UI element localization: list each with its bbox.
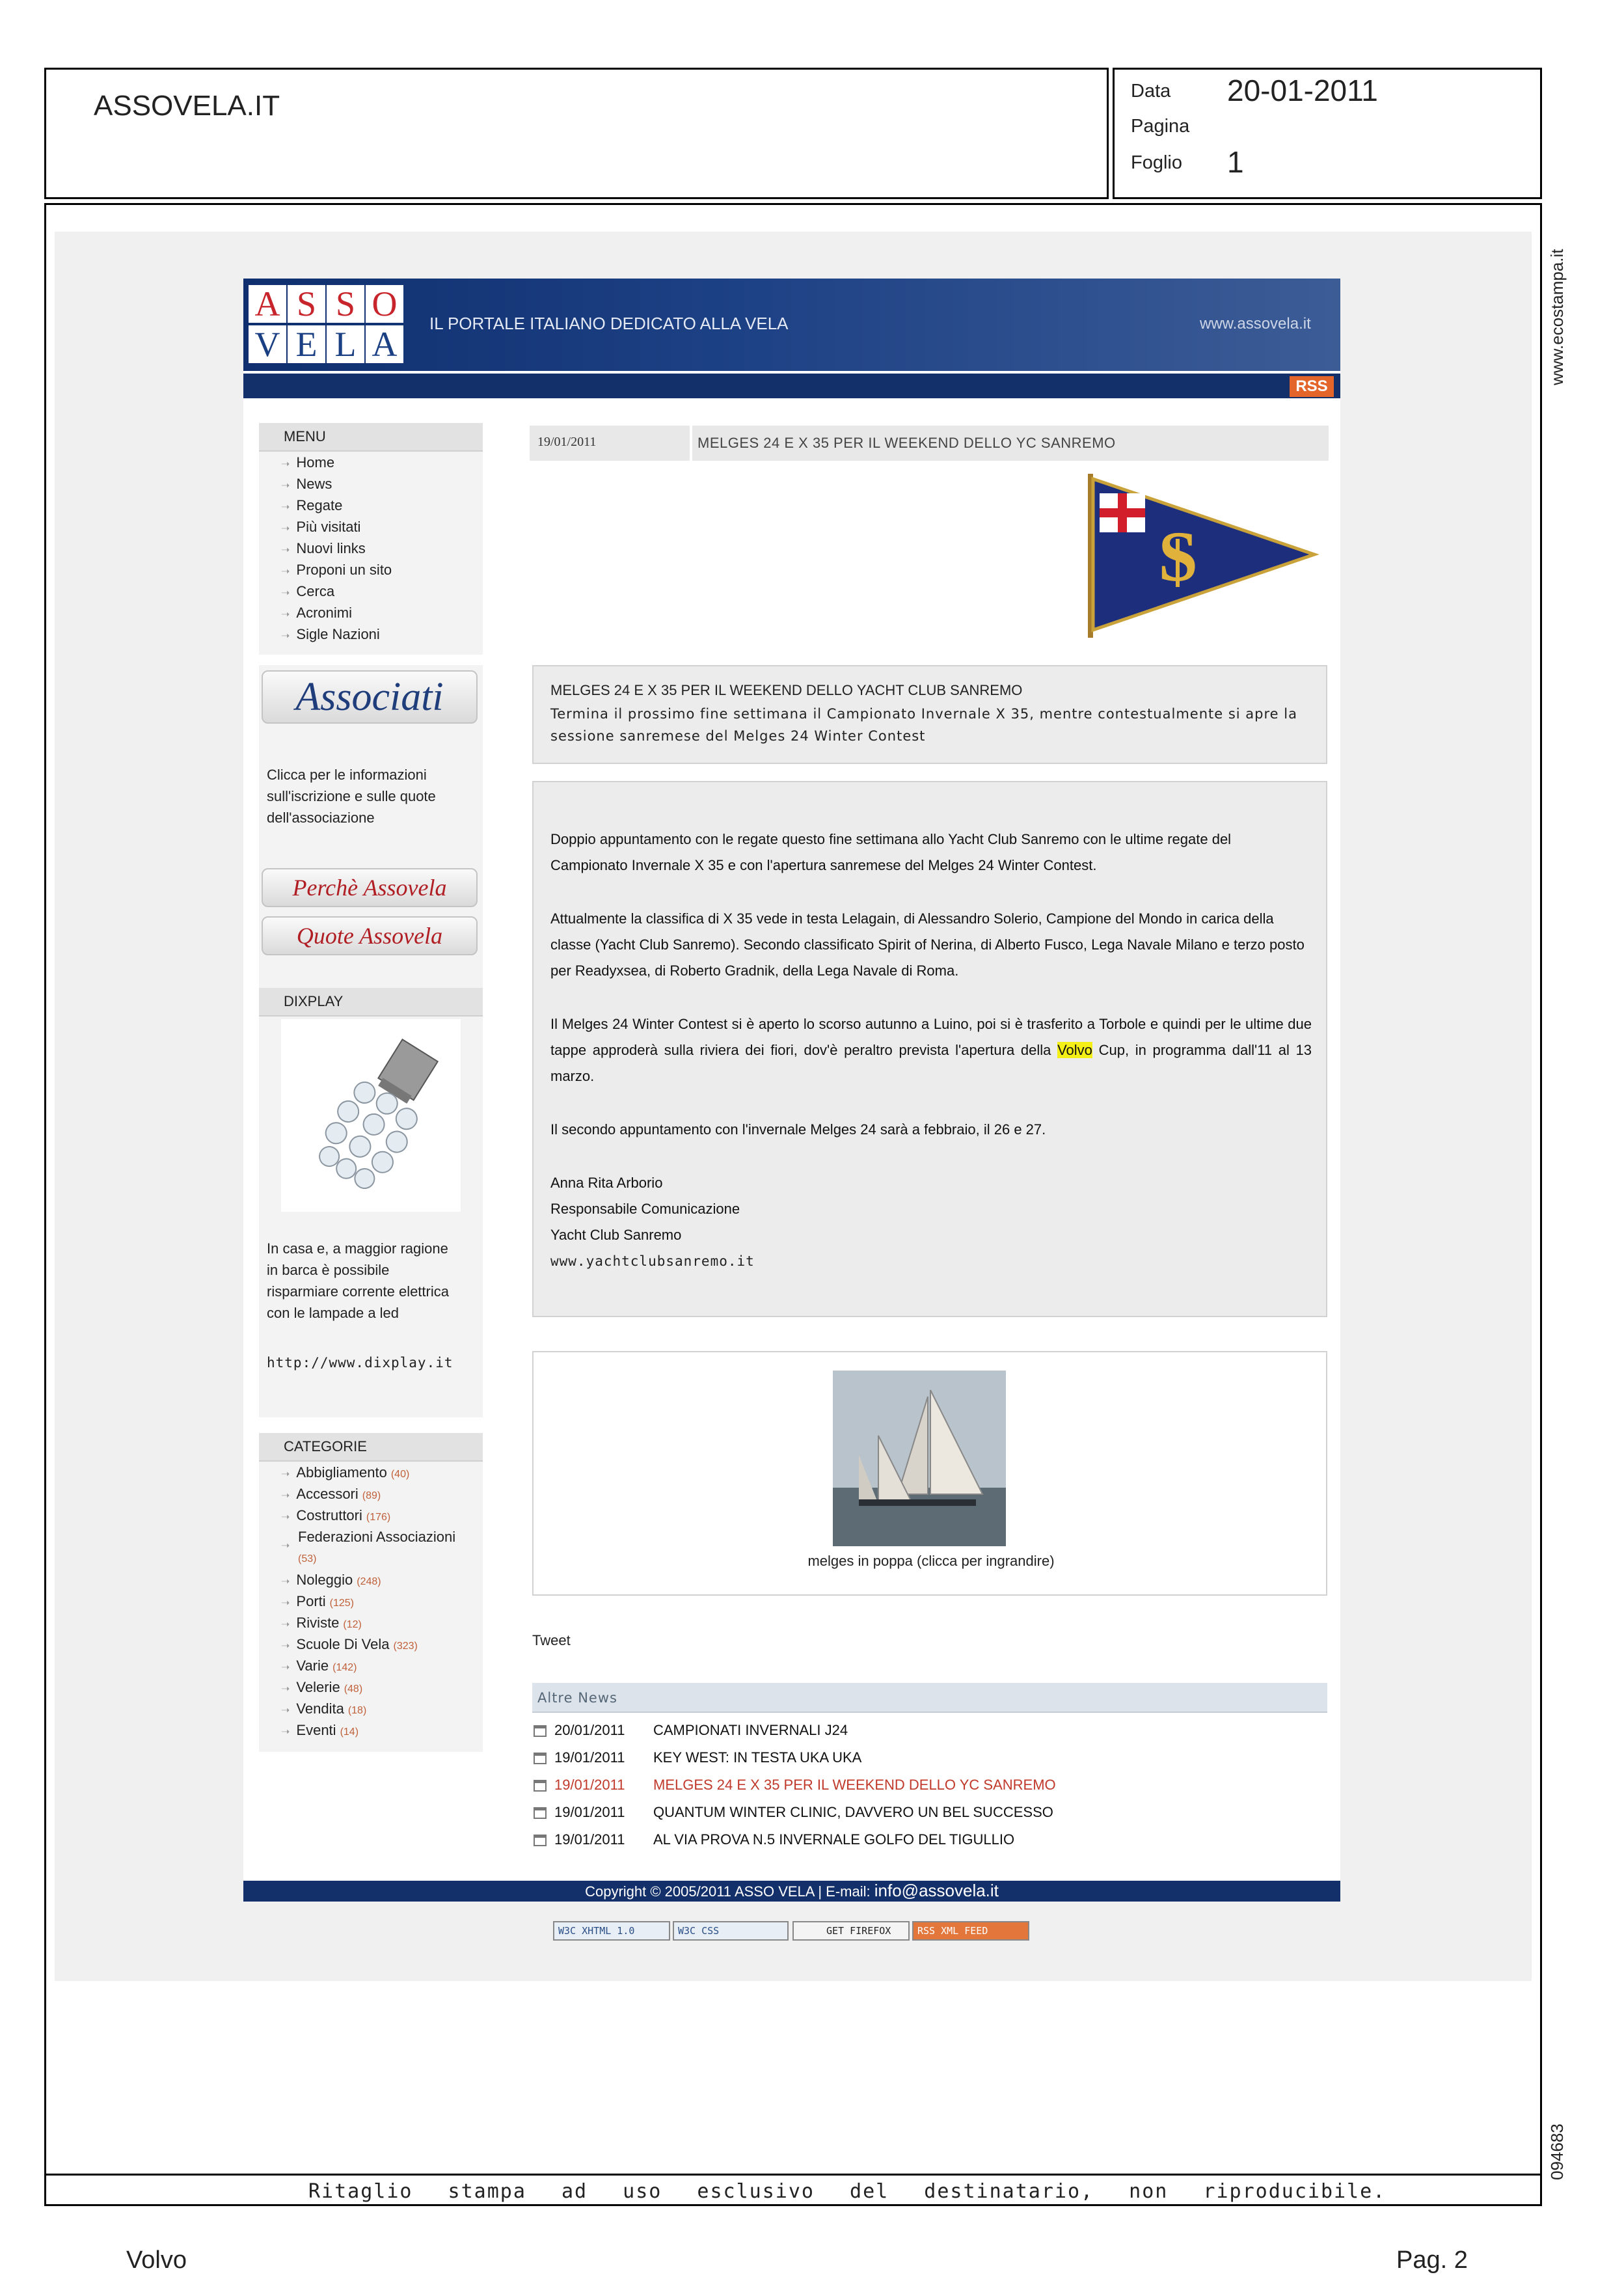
category-name: Velerie	[296, 1679, 340, 1695]
perche-assovela-button[interactable]: Perchè Assovela	[262, 868, 478, 907]
header-divider	[690, 426, 692, 461]
dixplay-text	[267, 1238, 481, 1324]
site-url[interactable]: www.assovela.it	[1200, 315, 1311, 333]
menu-item-label: Acronimi	[296, 605, 352, 621]
category-item[interactable]: ➝ Velerie (48)	[281, 1679, 363, 1695]
category-count: (248)	[357, 1576, 381, 1587]
news-date: 19/01/2011	[554, 1804, 625, 1820]
category-count: (142)	[332, 1662, 357, 1673]
category-count: (40)	[390, 1469, 410, 1480]
logo-letter: A	[366, 325, 403, 363]
news-item[interactable]	[534, 1831, 1014, 1848]
rss-button[interactable]: RSS	[1290, 376, 1334, 397]
signature-name: Anna Rita Arborio	[550, 1175, 663, 1191]
category-count: (323)	[393, 1641, 418, 1652]
led-bulb-icon	[281, 1019, 461, 1212]
category-item[interactable]: ➝ Abbigliamento (40)	[281, 1464, 410, 1481]
paragraph-text: Il Melges 24 Winter Contest si è aperto lo scorso autunno a Luino, poi si è trasferito a Torbole e quindi per le ultime due tappe approderà sulla riviera dei fiori, dov'è peraltro prevista l'apertura della	[550, 1016, 1312, 1058]
news-title: MELGES 24 E X 35 PER IL WEEKEND DELLO YC SANREMO	[653, 1777, 1056, 1793]
associati-panel	[259, 665, 483, 989]
news-date: 19/01/2011	[554, 1777, 625, 1793]
menu-panel	[259, 423, 483, 655]
calendar-icon	[534, 1807, 547, 1819]
news-date: 20/01/2011	[554, 1722, 625, 1738]
category-name: Porti	[296, 1593, 326, 1609]
copyright-text: Copyright © 2005/2011 ASSO VELA | E-mail:	[585, 1883, 871, 1900]
news-date: 19/01/2011	[554, 1749, 625, 1766]
article-date: 19/01/2011	[537, 435, 597, 449]
menu-title: MENU	[259, 423, 483, 452]
dixplay-line: In casa e, a maggior ragione	[267, 1240, 448, 1257]
categorie-title: CATEGORIE	[259, 1433, 483, 1462]
category-count: (18)	[347, 1705, 367, 1716]
photo-caption[interactable]: melges in poppa (clicca per ingrandire)	[807, 1553, 1055, 1569]
news-title: AL VIA PROVA N.5 INVERNALE GOLFO DEL TIGULLIO	[653, 1831, 1015, 1848]
menu-item-label: Home	[296, 454, 335, 471]
logo-letter: S	[288, 285, 325, 323]
menu-item-cerca[interactable]: ➝ Cerca	[281, 583, 335, 599]
site-banner	[243, 279, 1340, 371]
logo-letter: V	[249, 325, 286, 363]
category-name: Abbigliamento	[296, 1464, 387, 1481]
css-badge[interactable]: W3C CSS	[673, 1921, 789, 1941]
dixplay-link[interactable]: http://www.dixplay.it	[267, 1355, 453, 1371]
menu-item-label: Sigle Nazioni	[296, 626, 380, 642]
news-title: KEY WEST: IN TESTA UKA UKA	[653, 1749, 862, 1766]
news-item[interactable]	[534, 1722, 848, 1739]
data-value: 20-01-2011	[1227, 74, 1378, 107]
category-count: (53)	[298, 1553, 317, 1564]
news-date: 19/01/2011	[554, 1831, 625, 1848]
menu-item-news[interactable]: ➝ News	[281, 476, 332, 492]
source-box	[44, 68, 1109, 199]
footer-right: Pag. 2	[1396, 2246, 1468, 2274]
menu-item-home[interactable]: ➝ Home	[281, 454, 335, 471]
menu-item-regate[interactable]: ➝ Regate	[281, 497, 343, 513]
category-count: (176)	[366, 1512, 391, 1523]
category-name: Varie	[296, 1658, 329, 1674]
menu-item-piu-visitati[interactable]: ➝ Più visitati	[281, 519, 361, 535]
email-link[interactable]: info@assovela.it	[874, 1881, 999, 1900]
highlighted-keyword: Volvo	[1057, 1042, 1092, 1058]
associati-text	[267, 764, 475, 828]
footer-left: Volvo	[126, 2246, 187, 2274]
article-body	[532, 781, 1327, 1317]
lead-title: MELGES 24 E X 35 PER IL WEEKEND DELLO YACHT CLUB SANREMO	[550, 682, 1023, 698]
category-count: (48)	[344, 1684, 363, 1695]
category-item[interactable]: ➝ Vendita (18)	[281, 1700, 367, 1717]
quote-assovela-button[interactable]: Quote Assovela	[262, 916, 478, 955]
category-name: Federazioni Associazioni	[298, 1529, 456, 1545]
category-item[interactable]: ➝ Eventi (14)	[281, 1722, 359, 1738]
svg-text:S: S	[1158, 517, 1198, 596]
disclaimer-rule	[44, 2174, 1542, 2176]
article-header	[530, 426, 1329, 461]
article-paragraph	[550, 1011, 1312, 1089]
pagina-label: Pagina	[1131, 116, 1190, 137]
news-title: CAMPIONATI INVERNALI J24	[653, 1722, 848, 1738]
firefox-badge[interactable]: GET FIREFOX	[792, 1921, 910, 1941]
photo-box	[532, 1351, 1327, 1596]
menu-item-label: Proponi un sito	[296, 562, 392, 578]
menu-item-label: Regate	[296, 497, 343, 513]
calendar-icon	[534, 1725, 547, 1737]
side-code: 094683	[1547, 2123, 1567, 2180]
lead-text: Termina il prossimo fine settimana il Campionato Invernale X 35, mentre contestualmente si apre la sessione sanremese del Melges 24 Winter Contest	[550, 706, 1297, 744]
dixplay-line: con le lampade a led	[267, 1305, 399, 1321]
logo-letter: S	[327, 285, 364, 323]
category-count: (89)	[362, 1490, 381, 1501]
altre-news-title: Altre News	[532, 1683, 1327, 1713]
calendar-icon	[534, 1835, 547, 1846]
dixplay-line: risparmiare corrente elettrica	[267, 1283, 449, 1300]
category-name: Vendita	[296, 1700, 344, 1717]
site-tagline: IL PORTALE ITALIANO DEDICATO ALLA VELA	[429, 314, 789, 333]
logo-letter: E	[288, 325, 325, 363]
news-item[interactable]	[534, 1804, 1053, 1821]
category-count: (125)	[329, 1598, 355, 1609]
category-item[interactable]: ➝ Varie (142)	[281, 1658, 357, 1674]
calendar-icon	[534, 1780, 547, 1792]
category-count: (12)	[343, 1619, 362, 1630]
nav-strip	[243, 374, 1340, 398]
menu-item-sigle[interactable]: ➝ Sigle Nazioni	[281, 626, 380, 642]
news-item-current[interactable]	[534, 1777, 1056, 1794]
xhtml-badge[interactable]: W3C XHTML 1.0	[553, 1921, 670, 1941]
menu-item-proponi[interactable]: ➝ Proponi un sito	[281, 562, 392, 578]
menu-item-label: News	[296, 476, 332, 492]
category-item[interactable]: ➝ Porti (125)	[281, 1593, 355, 1609]
category-item[interactable]: ➝ Costruttori (176)	[281, 1507, 391, 1523]
logo-letter: A	[249, 285, 286, 323]
menu-item-label: Cerca	[296, 583, 335, 599]
lead-box	[532, 665, 1327, 764]
yacht-club-burgee-icon	[1080, 471, 1321, 640]
category-item[interactable]: ➝ Federazioni Associazioni (53)	[281, 1529, 456, 1564]
foglio-value: 1	[1227, 145, 1244, 179]
category-name: Costruttori	[296, 1507, 362, 1523]
categorie-panel	[259, 1433, 483, 1752]
associati-line: sull'iscrizione e sulle quote	[267, 788, 436, 804]
tweet-button[interactable]: Tweet	[532, 1632, 571, 1648]
side-url: www.ecostampa.it	[1547, 249, 1567, 385]
category-name: Scuole Di Vela	[296, 1636, 390, 1652]
news-item[interactable]	[534, 1749, 861, 1766]
foglio-label: Foglio	[1131, 152, 1182, 173]
dixplay-title: DIXPLAY	[259, 988, 483, 1017]
category-name: Eventi	[296, 1722, 336, 1738]
category-item[interactable]: ➝ Noleggio (248)	[281, 1572, 381, 1588]
signature-url[interactable]: www.yachtclubsanremo.it	[550, 1253, 755, 1269]
menu-item-label: Nuovi links	[296, 540, 366, 556]
category-item[interactable]: ➝ Accessori (89)	[281, 1486, 381, 1502]
article-title: MELGES 24 E X 35 PER IL WEEKEND DELLO YC SANREMO	[697, 435, 1116, 451]
menu-item-acronimi[interactable]: ➝ Acronimi	[281, 605, 352, 621]
category-count: (14)	[340, 1726, 359, 1738]
dixplay-line: in barca è possibile	[267, 1262, 390, 1278]
signature-role: Responsabile Comunicazione	[550, 1201, 740, 1217]
rss-feed-badge[interactable]: RSS XML FEED	[912, 1921, 1029, 1941]
signature-org: Yacht Club Sanremo	[550, 1227, 682, 1243]
logo-letter: L	[327, 325, 364, 363]
menu-item-nuovi-links[interactable]: ➝ Nuovi links	[281, 540, 366, 556]
logo-letter: O	[366, 285, 403, 323]
associati-line: Clicca per le informazioni	[267, 767, 427, 783]
associati-button[interactable]: Associati	[262, 670, 478, 724]
dixplay-panel	[259, 988, 483, 1417]
article-paragraph: Il secondo appuntamento con l'invernale Melges 24 sarà a febbraio, il 26 e 27.	[550, 1121, 1046, 1138]
paragraph-text: Cup, in programma dall'11 al 13 marzo.	[550, 1042, 1312, 1084]
category-name: Accessori	[296, 1486, 359, 1502]
category-name: Riviste	[296, 1615, 340, 1631]
sailboats-photo[interactable]	[833, 1371, 1006, 1546]
category-name: Noleggio	[296, 1572, 353, 1588]
source-name: ASSOVELA.IT	[94, 90, 280, 122]
menu-item-label: Più visitati	[296, 519, 361, 535]
news-title: QUANTUM WINTER CLINIC, DAVVERO UN BEL SUCCESSO	[653, 1804, 1053, 1820]
data-label: Data	[1131, 81, 1171, 102]
site-copyright	[243, 1881, 1340, 1902]
calendar-icon	[534, 1753, 547, 1764]
disclaimer: Ritaglio stampa ad uso esclusivo del destinatario, non riproducibile.	[308, 2180, 1387, 2203]
category-item[interactable]: ➝ Riviste (12)	[281, 1615, 362, 1631]
article-paragraph: Doppio appuntamento con le regate questo fine settimana allo Yacht Club Sanremo con le ultime regate del Campionato Invernale X 35 e con l'apertura sanremese del Melges 24 Winter Contest.	[550, 831, 1232, 873]
article-paragraph: Attualmente la classifica di X 35 vede in testa Lelagain, di Alessandro Solerio, Campione del Mondo in carica della classe (Yacht Club Sanremo). Secondo classificato Spirit of Nerina, di Alberto Fusco, Lega Navale Milano e terzo posto per Readyxsea, di Roberto Gradnik, della Lega Navale di Roma.	[550, 910, 1305, 979]
led-bulb-image[interactable]	[281, 1019, 461, 1212]
category-item[interactable]: ➝ Scuole Di Vela (323)	[281, 1636, 418, 1652]
associati-line: dell'associazione	[267, 810, 375, 826]
